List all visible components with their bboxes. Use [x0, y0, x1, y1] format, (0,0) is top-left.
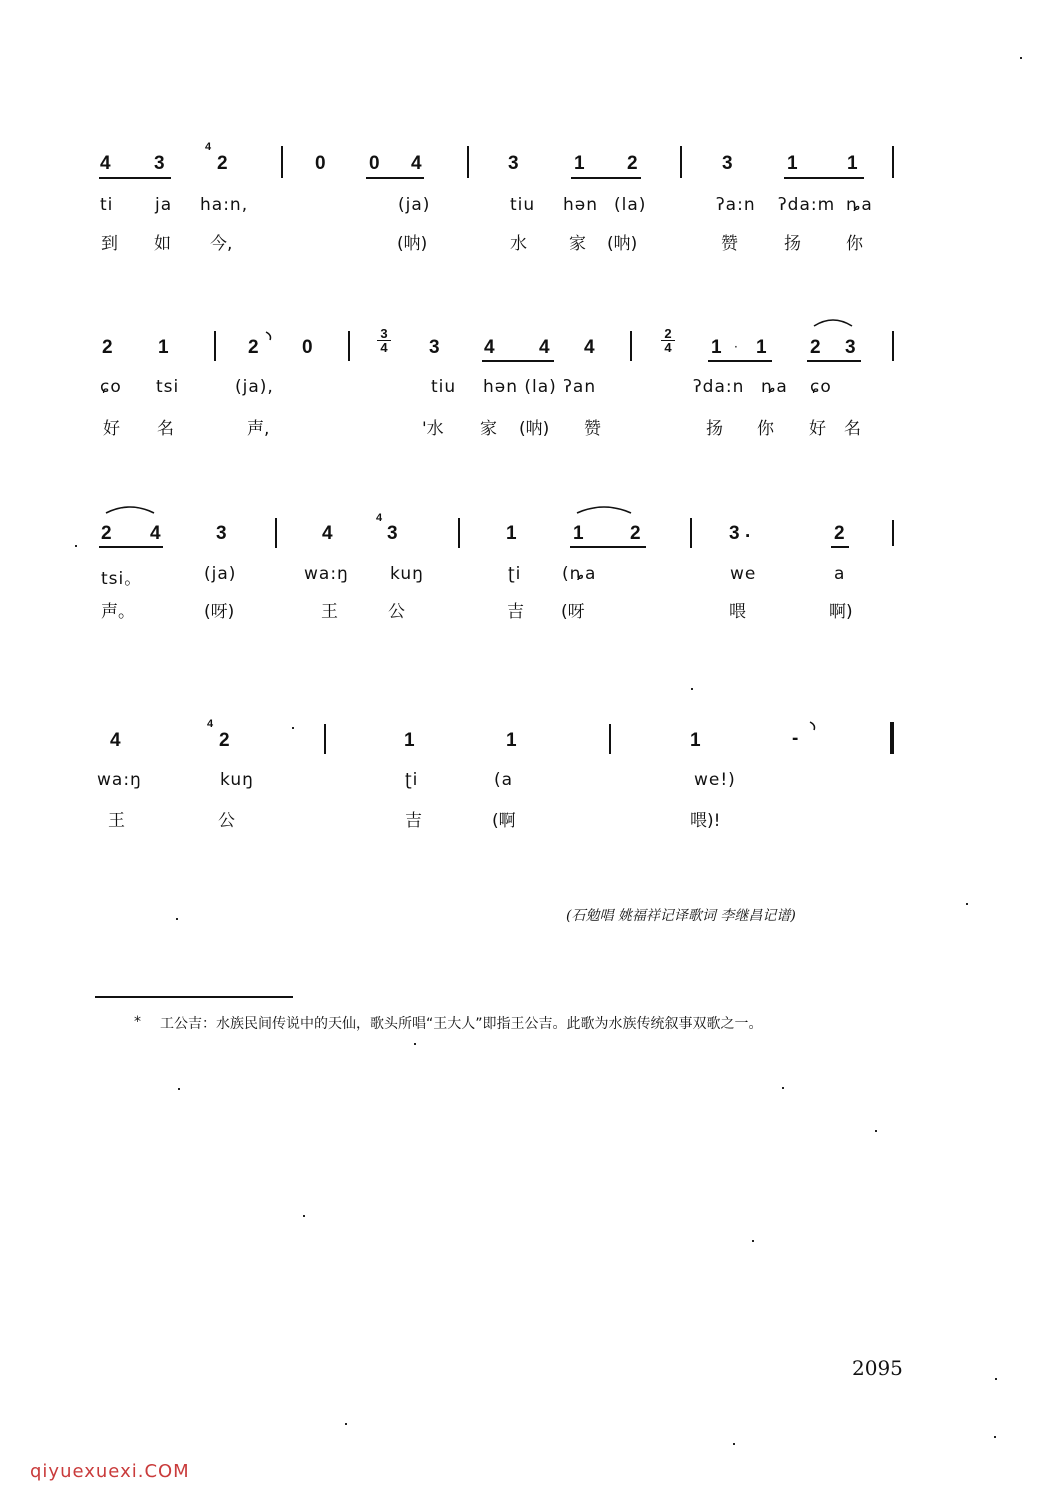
- lyric-ipa: ʔda:m: [778, 195, 836, 215]
- slur-icon: [812, 316, 854, 328]
- lyric-cn: 扬: [784, 234, 801, 254]
- footnote-marker: *: [134, 1014, 141, 1030]
- lyric-ipa: ʈi: [508, 564, 522, 584]
- lyric-ipa: ɕo: [100, 377, 122, 397]
- note: 1: [158, 337, 169, 358]
- lyric-cn: (呀): [204, 602, 235, 622]
- scan-speck: [414, 1043, 416, 1045]
- bar-line: [458, 518, 460, 548]
- scan-speck: [875, 1130, 877, 1132]
- bar-line: [680, 146, 682, 178]
- footnote-rule: [95, 996, 293, 998]
- lyric-cn: 王: [108, 811, 125, 831]
- lyric-cn: (呐): [519, 419, 550, 439]
- sustain-dash: -: [792, 728, 799, 749]
- time-signature: 2 4: [661, 327, 675, 354]
- note: 2: [102, 337, 113, 358]
- note: 1: [787, 153, 798, 174]
- note: 1: [847, 153, 858, 174]
- scan-speck: [966, 903, 968, 905]
- note: 2: [810, 337, 821, 358]
- bar-line: [892, 520, 894, 546]
- bar-line: [892, 146, 894, 178]
- bar-line: [892, 331, 894, 361]
- note: 3: [508, 153, 519, 174]
- grace-note: 4: [205, 141, 212, 153]
- scan-speck: [782, 1087, 784, 1089]
- scan-speck: [303, 1215, 305, 1217]
- note: 4: [484, 337, 495, 358]
- note: 2: [217, 153, 228, 174]
- lyric-ipa: tsi。: [101, 569, 143, 589]
- lyric-cn: '水: [422, 419, 444, 439]
- note: 1: [574, 153, 585, 174]
- note: 2: [630, 523, 641, 544]
- lyric-ipa: tsi: [156, 377, 180, 397]
- grace-note: 4: [376, 512, 383, 524]
- lyric-cn: 水: [510, 234, 527, 254]
- page-number: 2095: [852, 1356, 903, 1380]
- scan-speck: [995, 1378, 997, 1380]
- scan-speck: [752, 1240, 754, 1242]
- note: 4: [584, 337, 595, 358]
- scan-speck: [691, 688, 693, 690]
- lyric-cn: 吉: [405, 811, 422, 831]
- note: 4: [110, 730, 121, 751]
- scan-speck: [178, 1088, 180, 1090]
- grace-note: 4: [207, 718, 214, 730]
- lyric-cn: 王: [321, 602, 338, 622]
- beam-underline: [482, 360, 554, 362]
- lyric-ipa: a: [834, 564, 846, 584]
- scan-speck: [1020, 57, 1022, 59]
- note: 2: [248, 337, 259, 358]
- lyric-ipa: ti: [100, 195, 114, 215]
- beam-underline: [570, 546, 646, 548]
- lyric-cn: 家: [480, 419, 497, 439]
- scan-speck: [75, 545, 77, 547]
- note: 3: [216, 523, 227, 544]
- lyric-cn: 你: [846, 234, 863, 254]
- lyric-ipa: (ja): [204, 564, 237, 584]
- lyric-ipa: ʈi: [405, 770, 419, 790]
- lyric-cn: 到: [101, 234, 118, 254]
- note: 2: [219, 730, 230, 751]
- lyric-cn: (啊: [492, 811, 516, 831]
- dot-mark: ·: [734, 340, 738, 354]
- beam-underline: [708, 360, 772, 362]
- credit-line: (石勉唱 姚福祥记译歌词 李继昌记谱): [566, 908, 796, 924]
- lyric-ipa: we: [730, 564, 757, 584]
- slur-icon: [575, 503, 633, 515]
- note: 2: [834, 523, 845, 544]
- note: 4: [539, 337, 550, 358]
- note: 0: [315, 153, 326, 174]
- lyric-ipa: ʔda:n: [693, 377, 745, 397]
- lyric-cn: 公: [388, 602, 405, 622]
- dot-mark: .: [745, 521, 751, 542]
- lyric-ipa: ʔa:n: [716, 195, 756, 215]
- watermark-logo: qiyuexuexi.COM: [30, 1461, 190, 1482]
- lyric-cn: 声。: [101, 602, 135, 622]
- beam-underline: [571, 177, 641, 179]
- breath-mark-icon: [264, 330, 276, 342]
- time-signature: 3 4: [377, 327, 391, 354]
- bar-line: [690, 518, 692, 548]
- lyric-cn: 声,: [247, 419, 270, 439]
- note: 0: [369, 153, 380, 174]
- lyric-ipa: ja: [155, 195, 173, 215]
- lyric-ipa: we!): [694, 770, 736, 790]
- lyric-cn: 公: [218, 811, 235, 831]
- lyric-ipa: ȵa: [846, 195, 873, 215]
- lyric-cn: 好: [103, 419, 120, 439]
- bar-line: [348, 331, 350, 361]
- note: 1: [404, 730, 415, 751]
- note: 1: [690, 730, 701, 751]
- note: 0: [302, 337, 313, 358]
- note: 4: [322, 523, 333, 544]
- lyric-ipa: wa:ŋ: [97, 770, 142, 790]
- note: 1: [711, 337, 722, 358]
- note: 4: [150, 523, 161, 544]
- lyric-ipa: (la): [614, 195, 647, 215]
- lyric-cn: 啊): [829, 602, 853, 622]
- lyric-cn: 好: [809, 419, 826, 439]
- lyric-ipa: ɕo: [810, 377, 832, 397]
- lyric-ipa: (ȵa: [562, 564, 597, 584]
- lyric-cn: 你: [757, 419, 774, 439]
- beam-underline: [831, 546, 849, 548]
- bar-line: [214, 331, 216, 361]
- beam-underline: [784, 177, 864, 179]
- lyric-cn: 名: [157, 419, 174, 439]
- lyric-cn: (呐): [607, 234, 638, 254]
- lyric-ipa: tiu: [431, 377, 457, 397]
- lyric-ipa: (ja),: [235, 377, 274, 397]
- scan-speck: [994, 1436, 996, 1438]
- final-bar-line: [890, 722, 894, 754]
- bar-line: [467, 146, 469, 178]
- lyric-cn: 吉: [507, 602, 524, 622]
- footnote-text: 工公吉：水族民间传说中的天仙，歌头所唱“王大人”即指王公吉。此歌为水族传统叙事双歌之一。: [160, 1016, 763, 1032]
- note: 3: [154, 153, 165, 174]
- lyric-cn: 今,: [210, 234, 233, 254]
- note: 3: [722, 153, 733, 174]
- bar-line: [281, 146, 283, 178]
- note: 3: [845, 337, 856, 358]
- lyric-cn: 喂: [729, 602, 746, 622]
- beam-underline: [807, 360, 861, 362]
- scan-speck: [345, 1423, 347, 1425]
- lyric-ipa: (a: [494, 770, 514, 790]
- scan-speck: [733, 1443, 735, 1445]
- lyric-ipa: kuŋ: [220, 770, 254, 790]
- note: 1: [573, 523, 584, 544]
- beam-underline: [99, 546, 163, 548]
- note: 1: [506, 523, 517, 544]
- bar-line: [609, 724, 611, 754]
- note: 2: [101, 523, 112, 544]
- beam-underline: [366, 177, 424, 179]
- lyric-cn: (呐): [397, 234, 428, 254]
- breath-mark-icon: [808, 720, 820, 732]
- lyric-cn: 喂)!: [690, 811, 721, 831]
- lyric-cn: 如: [154, 234, 171, 254]
- scan-speck: [176, 918, 178, 920]
- beam-underline: [99, 177, 171, 179]
- lyric-cn: 赞: [584, 419, 601, 439]
- note: 2: [627, 153, 638, 174]
- note: 3: [429, 337, 440, 358]
- lyric-ipa: ha:n,: [200, 195, 249, 215]
- note: 4: [100, 153, 111, 174]
- lyric-cn: 赞: [721, 234, 738, 254]
- note: 4: [411, 153, 422, 174]
- note: 1: [506, 730, 517, 751]
- lyric-cn: 名: [844, 419, 861, 439]
- lyric-ipa: hən: [563, 195, 599, 215]
- note: 3: [729, 523, 740, 544]
- bar-line: [324, 724, 326, 754]
- lyric-ipa: (ja): [398, 195, 431, 215]
- lyric-ipa: kuŋ: [390, 564, 424, 584]
- lyric-cn: (呀: [561, 602, 585, 622]
- lyric-ipa: tiu: [510, 195, 536, 215]
- bar-line: [275, 518, 277, 548]
- note: 3: [387, 523, 398, 544]
- lyric-ipa: wa:ŋ: [304, 564, 349, 584]
- lyric-cn: 家: [569, 234, 586, 254]
- note: 1: [756, 337, 767, 358]
- bar-line: [630, 331, 632, 361]
- slur-icon: [104, 503, 156, 515]
- lyric-ipa: hən (la) ʔan: [483, 377, 597, 397]
- lyric-cn: 扬: [706, 419, 723, 439]
- scan-speck: [292, 727, 294, 729]
- lyric-ipa: ȵa: [761, 377, 788, 397]
